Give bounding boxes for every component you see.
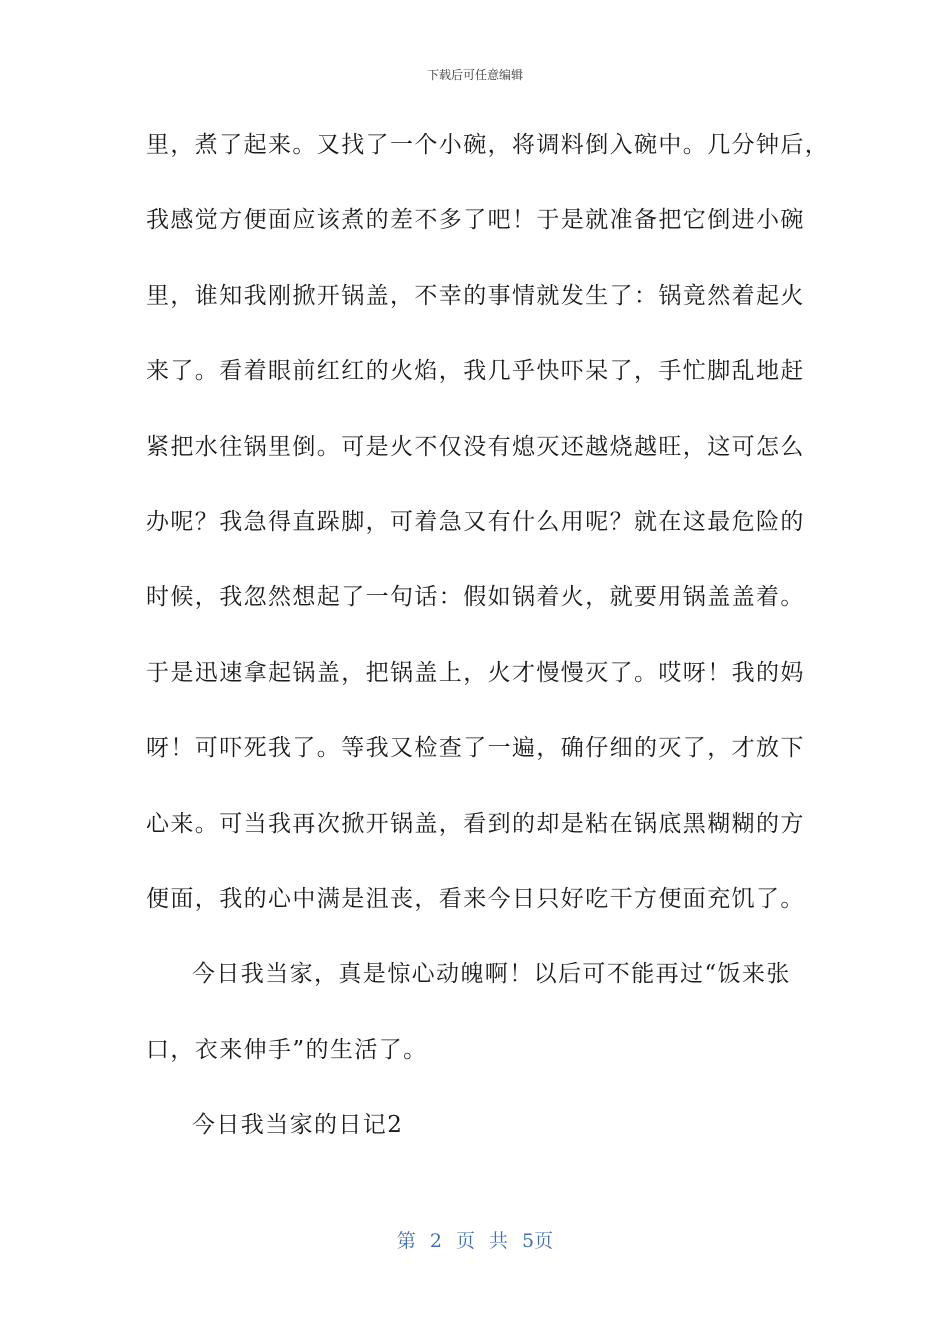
body-line: 心来。可当我再次掀开锅盖，看到的却是粘在锅底黑糊糊的方 <box>146 810 805 837</box>
body-line: 时候，我忽然想起了一句话：假如锅着火，就要用锅盖盖着。 <box>146 584 805 611</box>
footer-total-prefix: 共 <box>489 1230 509 1252</box>
body-line: 里，谁知我刚掀开锅盖，不幸的事情就发生了：锅竟然着起火 <box>146 282 805 309</box>
footer-page-word: 页 <box>455 1230 475 1252</box>
page-footer <box>0 1226 950 1253</box>
paragraph-start-line: 今日我当家，真是惊心动魄啊！以后可不能再过“饭来张 <box>192 961 791 988</box>
body-line: 我感觉方便面应该煮的差不多了吧！于是就准备把它倒进小碗 <box>146 207 805 234</box>
body-line: 便面，我的心中满是沮丧，看来今日只好吃干方便面充饥了。 <box>146 885 805 912</box>
body-line: 紧把水往锅里倒。可是火不仅没有熄灭还越烧越旺，这可怎么 <box>146 433 805 460</box>
body-line: 口，衣来伸手”的生活了。 <box>146 1036 428 1063</box>
document-body <box>146 120 830 1175</box>
section-title: 今日我当家的日记2 <box>192 1112 404 1139</box>
page-header-note: 下载后可任意编辑 <box>426 68 523 82</box>
body-line: 于是迅速拿起锅盖，把锅盖上，火才慢慢灭了。哎呀！我的妈 <box>146 659 805 686</box>
footer-prefix: 第 <box>396 1230 416 1252</box>
body-line: 来了。看着眼前红红的火焰，我几乎快吓呆了，手忙脚乱地赶 <box>146 358 805 385</box>
body-line: 办呢？我急得直跺脚，可着急又有什么用呢？就在这最危险的 <box>146 508 805 535</box>
footer-current-page: 2 <box>429 1230 442 1252</box>
body-line: 里，煮了起来。又找了一个小碗，将调料倒入碗中。几分钟后， <box>146 132 830 158</box>
body-line: 呀！可吓死我了。等我又检查了一遍，确仔细的灭了，才放下 <box>146 735 805 762</box>
footer-total-pages: 5页 <box>522 1230 554 1252</box>
